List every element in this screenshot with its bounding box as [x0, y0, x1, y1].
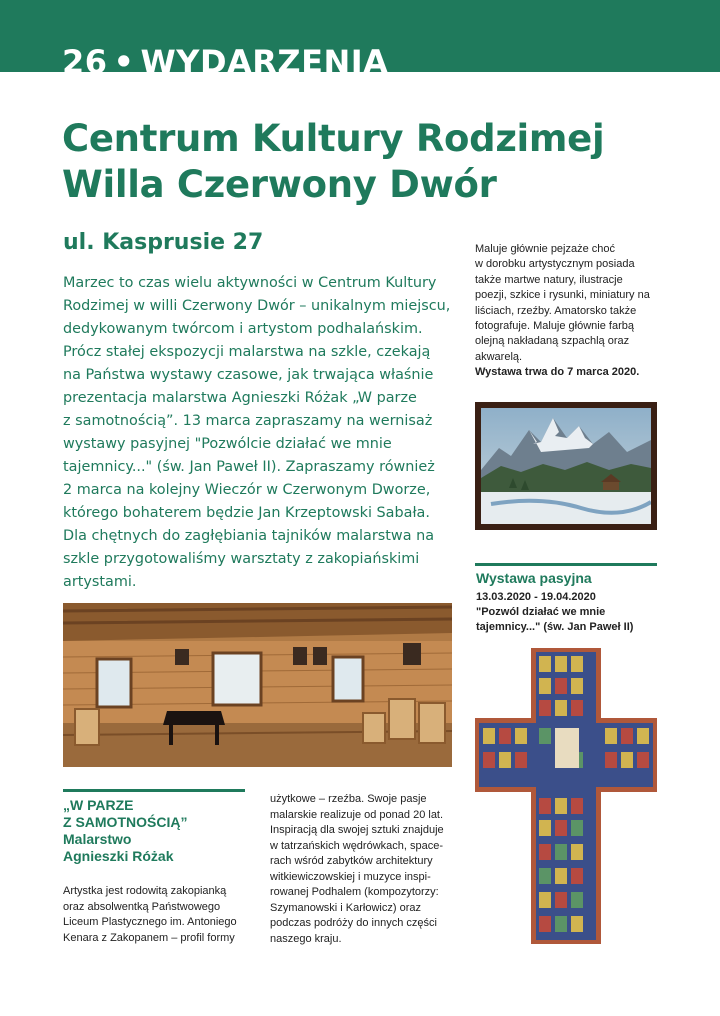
- intro-line: z samotnością”. 13 marca zapraszamy na wernisaż: [63, 413, 433, 429]
- intro-line: Rodzimej w willi Czerwony Dwór – unikalnym miejscu,: [63, 298, 451, 314]
- page-title-line-1: Centrum Kultury Rodzimej: [62, 117, 605, 160]
- passion-exhibition-quote: [476, 605, 633, 635]
- address: ul. Kasprusie 27: [63, 230, 264, 255]
- bio-line: rowanej Podhalem (kompozytorzy:: [270, 886, 439, 898]
- page-title: [62, 116, 682, 208]
- artist-bio-column-2: [270, 792, 465, 947]
- side-text-line: olejną nakładaną szpachlą oraz: [475, 335, 630, 348]
- section-name: WYDARZENIA: [140, 43, 389, 81]
- intro-line: 2 marca na kolejny Wieczór w Czerwonym Dworze,: [63, 482, 431, 498]
- bio-line: malarskie realizuje od ponad 20 lat.: [270, 808, 444, 821]
- bio-line: Artystka jest rodowitą zakopianką: [63, 885, 227, 897]
- passion-exhibition-dates: 13.03.2020 - 19.04.2020: [476, 591, 596, 603]
- exhibition-divider: [63, 789, 245, 792]
- exhibition-subtitle-line: Malarstwo: [63, 831, 132, 847]
- side-text-line: fotografuje. Maluje głównie farbą: [475, 320, 634, 333]
- bio-line: Inspiracją dla swojej sztuki znajduje: [270, 824, 444, 836]
- intro-line: Marzec to czas wielu aktywności w Centrum Kultury: [63, 275, 437, 291]
- intro-line: dedykowanym twórcom i artystom podhalańskim.: [63, 321, 423, 337]
- intro-line: prezentacja malarstwa Agnieszki Różak „W parze: [63, 390, 417, 406]
- page-title-line-2: Willa Czerwony Dwór: [62, 163, 497, 206]
- villa-interior-photo: [63, 603, 452, 767]
- artist-bio-column-1: [63, 884, 253, 946]
- intro-line: Dla chętnych do zagłębiania tajników malarstwa na: [63, 528, 435, 544]
- bio-line: naszego kraju.: [270, 932, 342, 945]
- mountain-painting-image: [475, 402, 657, 530]
- cross-shape: [475, 648, 657, 944]
- side-text-line: w dorobku artystycznym posiada: [475, 258, 635, 271]
- side-text-line: liściach, rzeźby. Amatorsko także: [475, 304, 637, 317]
- passion-exhibition-title: Wystawa pasyjna: [476, 570, 592, 586]
- intro-line: szkle przygotowaliśmy warsztaty z zakopiańskimi: [63, 551, 420, 567]
- intro-line: tajemnicy..." (św. Jan Paweł II). Zapraszamy również: [63, 459, 435, 475]
- intro-line: którego bohaterem będzie Jan Krzeptowski Sabała.: [63, 505, 430, 521]
- bio-line: witkiewiczowskiej i muzyce inspi-: [270, 870, 431, 883]
- intro-line: wystawy pasyjnej "Pozwólcie działać we mnie: [63, 436, 392, 452]
- artist-side-text: [475, 242, 675, 381]
- villa-interior-art: [63, 603, 452, 767]
- intro-line: Prócz stałej ekspozycji malarstwa na szkle, czekają: [63, 344, 431, 360]
- intro-line: na Państwa wystawy czasowe, jak trwająca właśnie: [63, 367, 434, 383]
- exhibition-subtitle-line: Agnieszki Różak: [63, 848, 174, 864]
- side-text-line: akwarelą.: [475, 350, 523, 363]
- bio-line: rach wśród zabytków architektury: [270, 855, 433, 867]
- passion-quote-line: tajemnicy..." (św. Jan Paweł II): [476, 621, 634, 633]
- separator: •: [113, 43, 135, 81]
- side-text-line: Maluje głównie pejzaże choć: [475, 243, 616, 255]
- exhibition-title-line: „W PARZE: [63, 797, 134, 813]
- bio-line: w tatrzańskich wędrówkach, space-: [270, 839, 444, 852]
- bio-line: Kenara z Zakopanem – profil formy: [63, 931, 235, 944]
- bio-line: użytkowe – rzeźba. Swoje pasje: [270, 793, 427, 805]
- bio-line: oraz absolwentką Państwowego: [63, 900, 221, 913]
- page-number: 26: [62, 43, 108, 81]
- intro-line: artystami.: [63, 574, 137, 590]
- side-text-line: także martwe natury, ilustracje: [475, 273, 623, 286]
- glass-painting-cross-image: [475, 648, 657, 944]
- exhibition-end-note: Wystawa trwa do 7 marca 2020.: [475, 366, 640, 379]
- passion-quote-line: "Pozwól działać we mnie: [476, 606, 606, 618]
- bio-line: podczas podróży do innych części: [270, 917, 437, 929]
- exhibition-title: [63, 797, 187, 865]
- side-text-line: poezji, szkice i rysunki, miniatury na: [475, 289, 650, 302]
- passion-divider: [475, 563, 657, 566]
- mountain-painting-art: [481, 408, 651, 524]
- section-label: [62, 43, 388, 81]
- intro-paragraph: [63, 272, 463, 594]
- bio-line: Liceum Plastycznego im. Antoniego: [63, 916, 237, 928]
- exhibition-title-line: Z SAMOTNOŚCIĄ”: [63, 814, 188, 830]
- bio-line: Szymanowski i Karłowicz) oraz: [270, 901, 421, 914]
